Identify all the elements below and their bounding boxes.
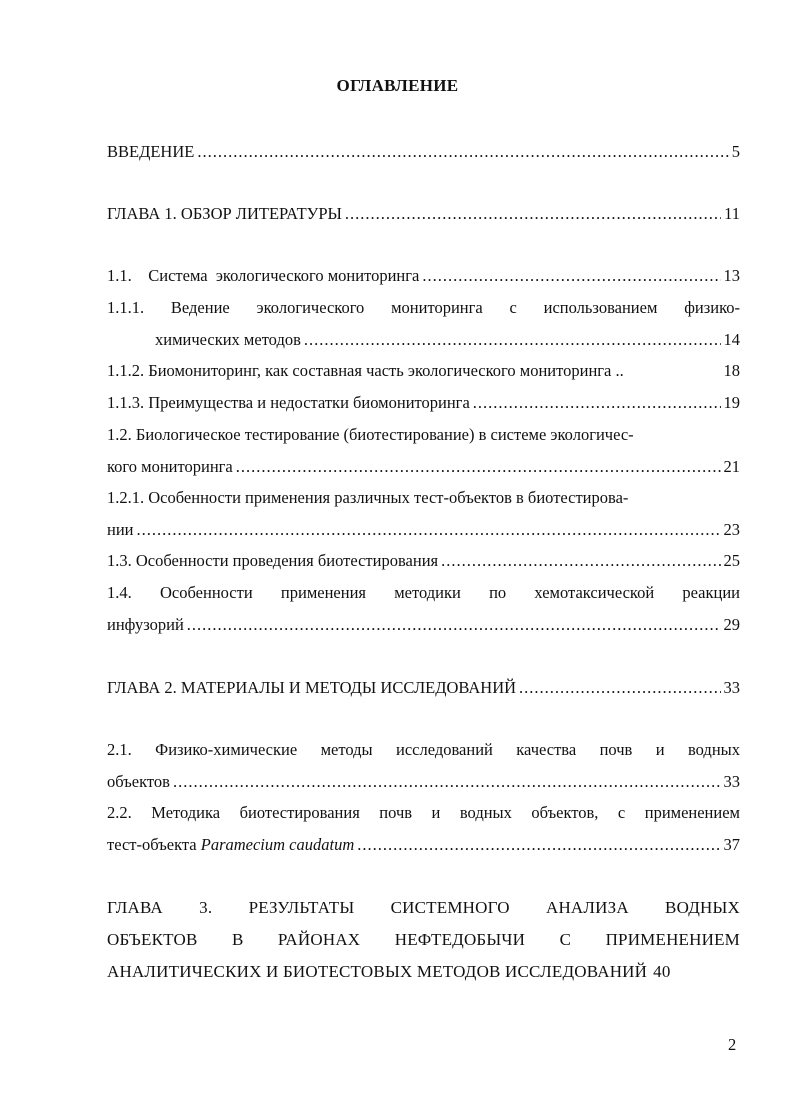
toc-page: 25 [723,551,740,570]
toc-page: 40 [653,962,671,981]
toc-label: ВВЕДЕНИЕ [107,142,195,161]
dot-leader [137,514,721,546]
toc-entry-1-1-3[interactable] [107,387,740,419]
toc-label: ГЛАВА 1. ОБЗОР ЛИТЕРАТУРЫ [107,204,342,223]
toc-entry-2-1[interactable] [107,734,740,798]
dot-leader [422,260,720,292]
species-name: Paramecium caudatum [200,835,355,854]
dot-leader [519,672,720,704]
toc-label-line1: 1.2. Биологическое тестирование (биотестирование) в системе экологичес- [107,425,634,444]
toc-page: 14 [723,330,740,349]
toc-label-line2: химических методов [155,330,301,349]
toc-entry-1-3[interactable] [107,545,740,577]
dot-leader [236,451,721,483]
dot-leader [187,609,721,641]
dot-leader [441,545,720,577]
toc-label-line1: ГЛАВА 3. РЕЗУЛЬТАТЫ СИСТЕМНОГО АНАЛИЗА ВОДНЫХ [107,898,740,917]
toc-label: 1.1.2. Биомониторинг, как составная часть экологического мониторинга .. [107,361,624,380]
toc-page: 13 [723,266,740,285]
toc-page: 37 [723,835,740,854]
toc-page: 23 [723,520,740,539]
toc-page: 18 [723,361,740,380]
toc-entry-chapter-3[interactable] [107,892,740,988]
dot-leader [473,387,721,419]
toc-label-line2: инфузорий [107,615,184,634]
toc-label-line1: 1.2.1. Особенности применения различных тест-объектов в биотестирова- [107,488,629,507]
toc-entry-1-2[interactable] [107,419,740,483]
toc-label-line3: АНАЛИТИЧЕСКИХ И БИОТЕСТОВЫХ МЕТОДОВ ИССЛЕДОВАНИЙ [107,962,648,981]
toc-page: 11 [724,204,740,223]
toc-label-line1: 1.1.1. Ведение экологического мониторинга с использованием физико- [107,298,740,317]
toc-entry-1-4[interactable] [107,577,740,641]
toc-label-line2: нии [107,520,134,539]
toc-entry-intro[interactable] [107,136,740,168]
toc-entry-1-2-1[interactable] [107,482,740,546]
toc-label: 1.1. Система экологического мониторинга [107,266,420,285]
page-number: 2 [728,1035,737,1054]
toc-page: 19 [723,393,740,412]
page-title: ОГЛАВЛЕНИЕ [336,76,459,95]
toc-page: 5 [731,142,740,161]
toc-label: 1.1.3. Преимущества и недостатки биомониторинга [107,393,470,412]
toc-page: 33 [723,772,740,791]
toc-entry-chapter-1[interactable] [107,198,740,230]
toc-label-line2: кого мониторинга [107,457,233,476]
toc-label-line2: объектов [107,772,170,791]
toc-label: 1.3. Особенности проведения биотестирования [107,551,439,570]
toc-label-line2-prefix: тест-объекта [107,835,201,854]
toc-label: ГЛАВА 2. МАТЕРИАЛЫ И МЕТОДЫ ИССЛЕДОВАНИЙ [107,678,517,697]
toc-entry-1-1-1[interactable] [107,292,740,356]
toc-page: 33 [723,678,740,697]
toc-entry-2-2[interactable] [107,797,740,861]
dot-leader [304,324,721,356]
toc-label-line1: 1.4. Особенности применения методики по хемотаксической реакции [107,583,740,602]
toc-page: 21 [723,457,740,476]
dot-leader [197,136,728,168]
toc-label-line1: 2.1. Физико-химические методы исследований качества почв и водных [107,740,740,759]
toc-label-line1: 2.2. Методика биотестирования почв и водных объектов, с применением [107,803,740,822]
toc-entry-1-1-2[interactable] [107,355,740,387]
dot-leader [345,198,721,230]
toc-label-line2: ОБЪЕКТОВ В РАЙОНАХ НЕФТЕДОБЫЧИ С ПРИМЕНЕНИЕМ [107,930,740,949]
toc-entry-chapter-2[interactable] [107,672,740,704]
toc-entry-1-1[interactable] [107,260,740,292]
toc-page: 29 [723,615,740,634]
dot-leader [173,766,721,798]
dot-leader [357,829,720,861]
